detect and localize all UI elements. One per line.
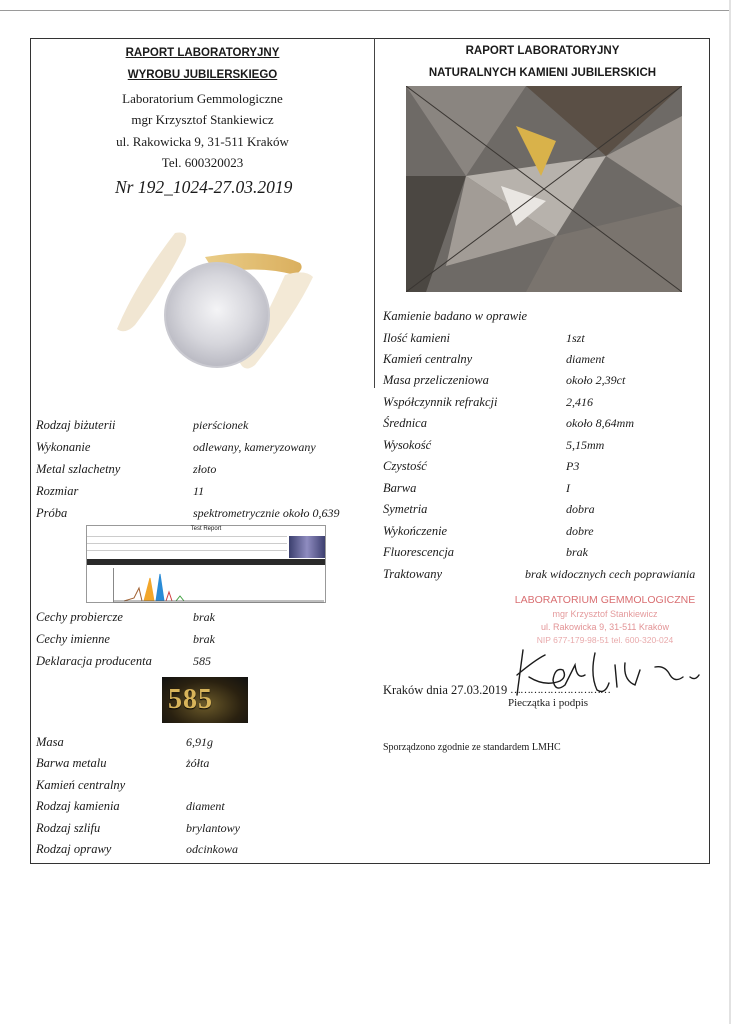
stamp-line3: ul. Rakowicka 9, 31-511 Kraków [541, 622, 669, 632]
value-metal-color: żółta [186, 756, 210, 770]
label-stone-type: Rodzaj kamienia [36, 799, 120, 813]
label-maker-marks: Cechy imienne [36, 632, 110, 646]
label-cut-type: Rodzaj szlifu [36, 821, 101, 835]
label-metal-color: Barwa metalu [36, 756, 107, 770]
spectrum-graph [114, 568, 324, 602]
spectrometer-plot [113, 568, 324, 603]
stone-value-clarity: P3 [566, 459, 580, 473]
right-title-line2: NATURALNYCH KAMIENI JUBILERSKICH [428, 67, 657, 79]
stone-value-mass: około 2,39ct [566, 373, 626, 387]
laboratory-stamp [505, 594, 705, 645]
spec-label-fineness: Próba [36, 506, 68, 520]
hallmark-text: 585 [168, 684, 213, 715]
spec-label-execution: Wykonanie [36, 440, 91, 454]
stamp-line1: LABORATORIUM GEMMOLOGICZNE [514, 594, 696, 606]
stone-value-height: 5,15mm [566, 438, 605, 452]
standard-note: Sporządzono zgodnie ze standardem LMHC [383, 742, 561, 753]
spec-value-execution: odlewany, kameryzowany [193, 440, 316, 454]
spec-value-size: 11 [193, 484, 205, 498]
left-title-line1: RAPORT LABORATORYJNY [125, 47, 280, 59]
stone-label-refraction: Współczynnik refrakcji [383, 395, 498, 409]
spectrometer-title: Test Report [190, 526, 222, 532]
spec-label-metal: Metal szlachetny [36, 462, 121, 476]
spectrometer-row [87, 550, 287, 558]
value-mass: 6,91g [186, 735, 213, 749]
lab-phone: Tel. 600320023 [161, 155, 244, 170]
stone-label-clarity: Czystość [383, 459, 427, 473]
label-mass: Masa [36, 735, 64, 749]
value-setting-type: odcinkowa [186, 842, 238, 856]
spectrometer-thumbnail [289, 536, 325, 558]
value-assay-marks: brak [193, 610, 215, 624]
stone-label-count: Ilość kamieni [383, 331, 450, 345]
stone-intro: Kamienie badano w oprawie [383, 309, 528, 323]
stone-value-fluorescence: brak [566, 545, 588, 559]
spec-value-fineness: spektrometrycznie około 0,639 [193, 506, 340, 520]
signature-dots: ………………………… [510, 684, 610, 696]
value-cut-type: brylantowy [186, 821, 240, 835]
ring-photo [95, 225, 335, 385]
stone-value-central: diament [566, 352, 605, 366]
right-title-line1: RAPORT LABORATORYJNY [465, 45, 620, 57]
stone-value-finish: dobre [566, 524, 594, 538]
stone-value-refraction: 2,416 [566, 395, 593, 409]
value-maker-marks: brak [193, 632, 215, 646]
scan-right-edge [729, 0, 731, 1024]
label-setting-type: Rodzaj oprawy [36, 842, 112, 856]
hallmark-photo [162, 677, 248, 723]
spectrometer-report [86, 525, 326, 603]
stone-value-symmetry: dobra [566, 502, 595, 516]
left-title-line2: WYROBU JUBILERSKIEGO [127, 69, 278, 81]
lab-address: ul. Rakowicka 9, 31-511 Kraków [116, 134, 289, 149]
seal-label: Pieczątka i podpis [508, 697, 589, 709]
label-central-stone: Kamień centralny [36, 778, 126, 792]
report-number: Nr 192_1024-27.03.2019 [115, 177, 293, 197]
spec-value-metal: złoto [193, 462, 217, 476]
stone-label-diameter: Średnica [383, 416, 427, 430]
spectrometer-header-band [87, 559, 325, 565]
stamp-line4: NIP 677-179-98-51 tel. 600-320-024 [536, 635, 674, 645]
stone-value-diameter: około 8,64mm [566, 416, 634, 430]
value-producer-declaration: 585 [193, 654, 211, 668]
spec-value-jewelry-type: pierścionek [193, 418, 249, 432]
stone-label-finish: Wykończenie [383, 524, 448, 538]
stone-label-fluorescence: Fluorescencja [383, 545, 455, 559]
stamp-line2: mgr Krzysztof Stankiewicz [552, 609, 658, 619]
stone-label-central: Kamień centralny [383, 352, 473, 366]
stone-value-count: 1szt [566, 331, 585, 345]
stone-label-treated: Traktowany [383, 567, 443, 581]
stone-label-mass: Masa przeliczeniowa [383, 373, 489, 387]
spec-label-size: Rozmiar [36, 484, 79, 498]
handwritten-signature [505, 645, 705, 705]
value-stone-type: diament [186, 799, 225, 813]
spec-label-jewelry-type: Rodzaj biżuterii [36, 418, 116, 432]
stone-label-color: Barwa [383, 481, 417, 495]
place-date: Kraków dnia 27.03.2019 [383, 683, 508, 697]
stone-value-treated: brak widocznych cech poprawiania [525, 567, 696, 581]
stone-value-color: I [566, 481, 570, 495]
label-assay-marks: Cechy probiercze [36, 610, 123, 624]
stone-label-height: Wysokość [383, 438, 432, 452]
label-producer-declaration: Deklaracja producenta [36, 654, 152, 668]
lab-name: Laboratorium Gemmologiczne [122, 91, 283, 106]
lab-owner: mgr Krzysztof Stankiewicz [131, 112, 274, 127]
column-divider [374, 38, 375, 388]
scan-top-line [0, 10, 729, 11]
stone-label-symmetry: Symetria [383, 502, 428, 516]
diamond-macro-photo [406, 86, 682, 292]
